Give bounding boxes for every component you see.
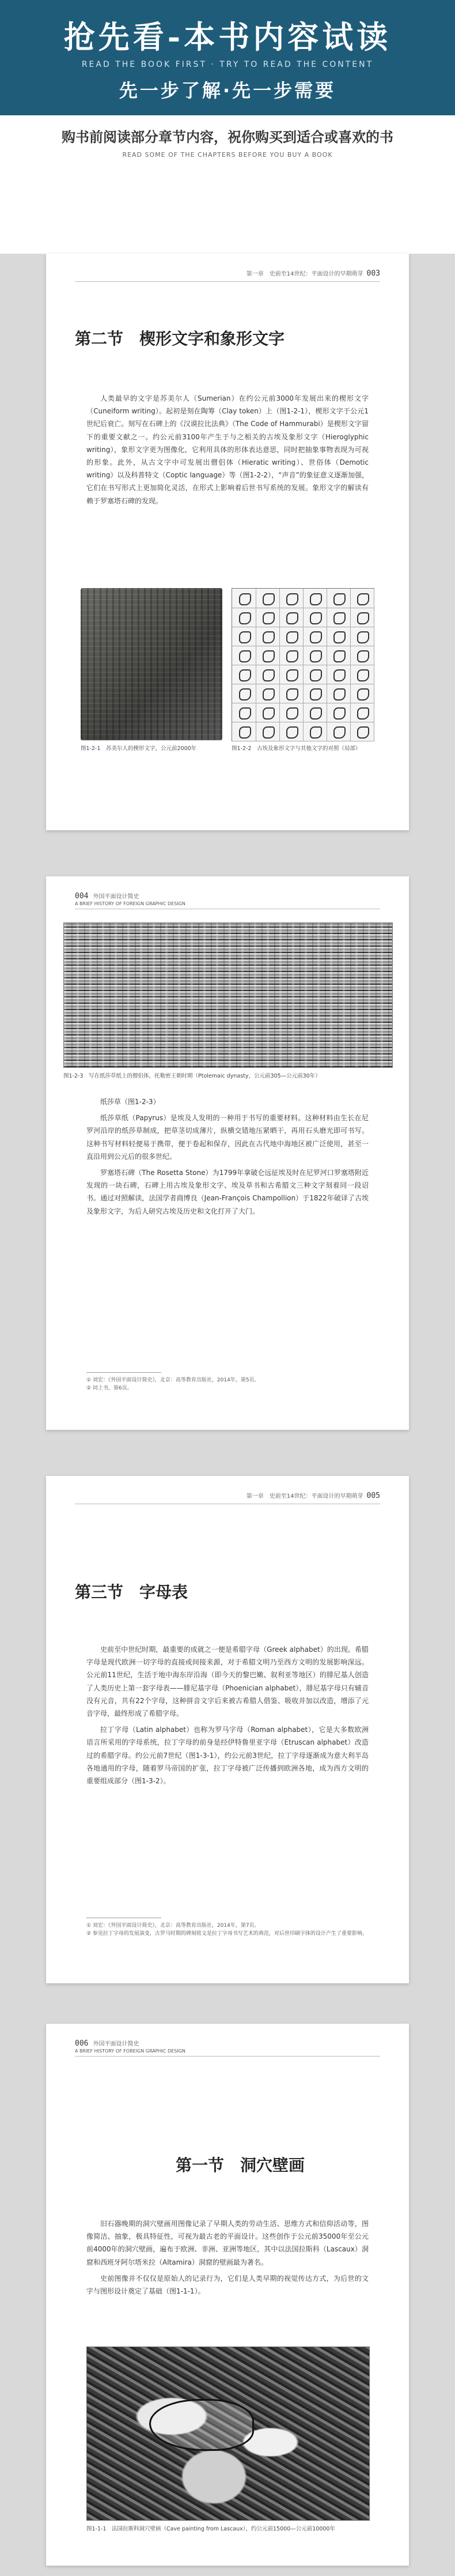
glyph-cell bbox=[327, 665, 351, 684]
glyph-cell bbox=[350, 665, 374, 684]
glyph-cell bbox=[256, 722, 280, 741]
glyph-cell bbox=[279, 665, 304, 684]
footnote: ② 参见拉丁字母的发展演变，古罗马时期的碑刻铭文是拉丁字母书写艺术的典范，对后世印刷字体的设计产生了重要影响。 bbox=[86, 1930, 367, 1937]
paragraph: 人类最早的文字是苏美尔人（Sumerian）在约公元前3000年发展出来的楔形文字（Cuneiform writing）。起初是刻在陶筹（Clay token）上（图1-2-1），楔形文字于公元1世纪后衰亡。刻写在石碑上的《汉谟拉比法典》（The Code of Hammurabi）是楔形文字留下的重要文献之一。约公元前3100年产生于与之相关的古埃及象形文字（Hieroglyphic writing），象形文字更为图像化，它利用具体的形体表达意思，同时把抽象事物表现为可视的形象。此外，从古文字中可发展出僧侣体（Hieratic writing）、世俗体（Demotic writing）以及科普特文（Coptic language）等（图1-2-2），“声音”的象征意义逐渐加强，它们在书写形式上更加简化灵活，在形式上影响着后世书写系统的发展。象形文字的解读有赖于罗塞塔石碑的发现。 bbox=[86, 394, 369, 505]
cuneiform-tablet-image bbox=[81, 588, 222, 740]
glyph-cell bbox=[327, 589, 351, 608]
glyph-cell bbox=[232, 665, 256, 684]
glyph-cell bbox=[256, 589, 280, 608]
book-page-005 bbox=[46, 1476, 409, 1983]
glyph-cell bbox=[327, 608, 351, 627]
page-number: 003 bbox=[366, 269, 380, 278]
running-head: 004 外国平面设计简史 A BRIEF HISTORY OF FOREIGN GRAPHIC DESIGN bbox=[75, 892, 185, 906]
paragraph: 旧石器晚期的洞穴壁画用图像记录了早期人类的劳动生活、思维方式和信仰活动等，图像简洁、抽象，极具特征性，可视为最古老的平面设计。这些创作于公元前35000年至公元前4000年的洞穴壁画，遍布于欧洲、非洲、亚洲等地区，其中以法国拉斯科（Lascaux）洞窟和西班牙阿尔塔米拉（Altamira）洞窟的壁画最为著名。 bbox=[86, 2220, 369, 2266]
glyph-cell bbox=[279, 589, 304, 608]
body-text bbox=[86, 1095, 369, 1221]
paragraph: 史前至中世纪时期，最重要的成就之一便是希腊字母（Greek alphabet）的出现。希腊字母是现代欧洲一切字母的直接或间接来源，对于希腊文明乃至西方文明的发展影响深远。公元前11世纪，生活于地中海东岸沿海（即今天的黎巴嫩、叙利亚等地区）的腓尼基人创造了人类历史上第一套字母表——腓尼基字母（Phoenician alphabet），腓尼基字母只有辅音没有元音，共有22个字母，这种拼音文字后来被古希腊人借鉴、吸收并加以改造，增添了元音字母，最终形成了希腊字母。 bbox=[86, 1645, 369, 1718]
glyph-cell bbox=[256, 608, 280, 627]
footnote-rule bbox=[86, 1372, 161, 1373]
glyph-cell bbox=[303, 627, 327, 646]
glyph-cell bbox=[256, 627, 280, 646]
book-page-006 bbox=[46, 2024, 409, 2566]
glyph-cell bbox=[350, 684, 374, 703]
glyph-cell bbox=[350, 703, 374, 722]
intro-text-en: READ SOME OF THE CHAPTERS BEFORE YOU BUY A BOOK bbox=[122, 151, 333, 159]
paragraph: 史前图像并不仅仅是原始人的记录行为，它们是人类早期的视觉传达方式，为后世的文字与图形设计奠定了基础（图1-1-1）。 bbox=[86, 2274, 369, 2295]
glyph-cell bbox=[232, 722, 256, 741]
banner-title: 抢先看-本书内容试读 bbox=[63, 18, 392, 55]
page-number: 005 bbox=[366, 1492, 380, 1500]
glyph-cell bbox=[303, 722, 327, 741]
running-head: 第一章 史前至14世纪：平面设计的早期萌芽 005 bbox=[246, 1492, 380, 1500]
figure-caption: 图1-2-3 写在纸莎草纸上的僧侣体，托勒密王朝时期（Ptolemaic dynasty，公元前305—公元前30年） bbox=[63, 1073, 321, 1079]
glyph-cell bbox=[303, 608, 327, 627]
glyph-cell bbox=[327, 684, 351, 703]
running-head: 006 外国平面设计简史 A BRIEF HISTORY OF FOREIGN GRAPHIC DESIGN bbox=[75, 2039, 185, 2054]
banner-slogan: 先一步了解·先一步需要 bbox=[119, 80, 336, 101]
header-banner bbox=[0, 0, 455, 115]
section-title: 第三节 字母表 bbox=[75, 1583, 188, 1602]
glyph-cell bbox=[350, 627, 374, 646]
section-title: 第二节 楔形文字和象形文字 bbox=[75, 329, 285, 348]
glyph-cell bbox=[279, 608, 304, 627]
footnote: ① 刘宏：《外国平面设计简史》，北京：高等教育出版社，2014年，第5页。 bbox=[86, 1377, 260, 1383]
running-head: 第一章 史前至14世纪：平面设计的早期萌芽 003 bbox=[246, 269, 380, 278]
header-rule bbox=[75, 2056, 380, 2057]
glyph-cell bbox=[232, 646, 256, 665]
header-rule bbox=[75, 281, 380, 282]
page-number: 004 bbox=[75, 892, 89, 901]
footnote: ① 刘宏：《外国平面设计简史》，北京：高等教育出版社，2014年，第7页。 bbox=[86, 1923, 260, 1929]
glyph-cell bbox=[327, 627, 351, 646]
glyph-cell bbox=[279, 646, 304, 665]
glyph-cell bbox=[350, 589, 374, 608]
glyph-cell bbox=[256, 646, 280, 665]
glyph-cell bbox=[303, 665, 327, 684]
glyph-cell bbox=[303, 589, 327, 608]
glyph-cell bbox=[303, 703, 327, 722]
glyph-cell bbox=[350, 646, 374, 665]
section-title: 第一节 洞穴壁画 bbox=[176, 2156, 305, 2175]
book-page-003 bbox=[46, 254, 409, 830]
figure-caption: 图1-2-2 古埃及象形文字与其他文字的对照（局部） bbox=[232, 745, 361, 752]
glyph-cell bbox=[350, 608, 374, 627]
footnotes bbox=[86, 1922, 369, 1938]
glyph-cell bbox=[256, 684, 280, 703]
hieroglyph-table-image bbox=[232, 588, 374, 741]
glyph-cell bbox=[279, 703, 304, 722]
glyph-cell bbox=[232, 608, 256, 627]
footnotes bbox=[86, 1377, 369, 1392]
glyph-cell bbox=[232, 684, 256, 703]
paragraph: 纸莎草纸（Papyrus）是埃及人发明的一种用于书写的重要材料。这种材料由生长在尼罗河沿岸的纸莎草制成，把草茎切成薄片，纵横交错地压紧晒干，再用石头磨光即可书写。这种书写材料轻便易于携带，便于卷起和保存，因此在古代地中海地区被广泛使用，甚至一直沿用到公元后的很多世纪。 bbox=[86, 1114, 369, 1161]
glyph-cell bbox=[279, 627, 304, 646]
glyph-cell bbox=[327, 646, 351, 665]
page-number: 006 bbox=[75, 2039, 89, 2048]
figure-caption: 图1-1-1 法国拉斯科洞穴壁画（Cave painting from Lascaux），约公元前15000—公元前10000年 bbox=[86, 2526, 335, 2532]
glyph-cell bbox=[303, 684, 327, 703]
book-page-004 bbox=[46, 876, 409, 1430]
paragraph: 拉丁字母（Latin alphabet）也称为罗马字母（Roman alphabet），它是大多数欧洲语言所采用的字母系统，拉丁字母的前身是经伊特鲁里亚字母（Etruscan alphabet）改造过的希腊字母。约公元前7世纪（图1-3-1），约公元前3世纪，拉丁字母逐渐成为意大利半岛各地通用的字母，随着罗马帝国的扩张，拉丁字母被广泛传播到欧洲各地，成为西方文明的重要组成部分（图1-3-2）。 bbox=[86, 1726, 369, 1785]
glyph-cell bbox=[327, 703, 351, 722]
glyph-cell bbox=[279, 684, 304, 703]
body-text bbox=[86, 1643, 369, 1791]
paragraph: 罗塞塔石碑（The Rosetta Stone）为1799年拿破仑远征埃及时在尼罗河口罗塞塔附近发现的一块石碑，石碑上用古埃及象形文字、埃及草书和古希腊文三种文字刻着同一段诏书。通过对照解读，法国学者商博良（Jean-François Champollion）于1822年破译了古埃及象形文字，为后人研究古埃及历史和文化打开了大门。 bbox=[86, 1168, 369, 1215]
glyph-cell bbox=[327, 722, 351, 741]
glyph-cell bbox=[232, 627, 256, 646]
glyph-cell bbox=[279, 722, 304, 741]
body-text bbox=[86, 392, 369, 511]
papyrus-image bbox=[63, 922, 393, 1068]
intro-text: 购书前阅读部分章节内容，祝你购买到适合或喜欢的书 bbox=[62, 129, 393, 145]
paragraph: 纸莎草（图1-2-3） bbox=[100, 1098, 160, 1106]
glyph-cell bbox=[256, 665, 280, 684]
glyph-cell bbox=[232, 589, 256, 608]
body-text bbox=[86, 2217, 369, 2301]
glyph-cell bbox=[350, 722, 374, 741]
glyph-cell bbox=[256, 703, 280, 722]
intro-strip bbox=[0, 115, 455, 254]
glyph-cell bbox=[232, 703, 256, 722]
cave-painting-image bbox=[86, 2347, 370, 2521]
footnote: ② 同上书，第6页。 bbox=[86, 1385, 132, 1391]
glyph-cell bbox=[303, 646, 327, 665]
banner-subtitle-en: READ THE BOOK FIRST · TRY TO READ THE CONTENT bbox=[81, 60, 374, 69]
figure-caption: 图1-2-1 苏美尔人的楔形文字，公元前2000年 bbox=[81, 745, 197, 752]
